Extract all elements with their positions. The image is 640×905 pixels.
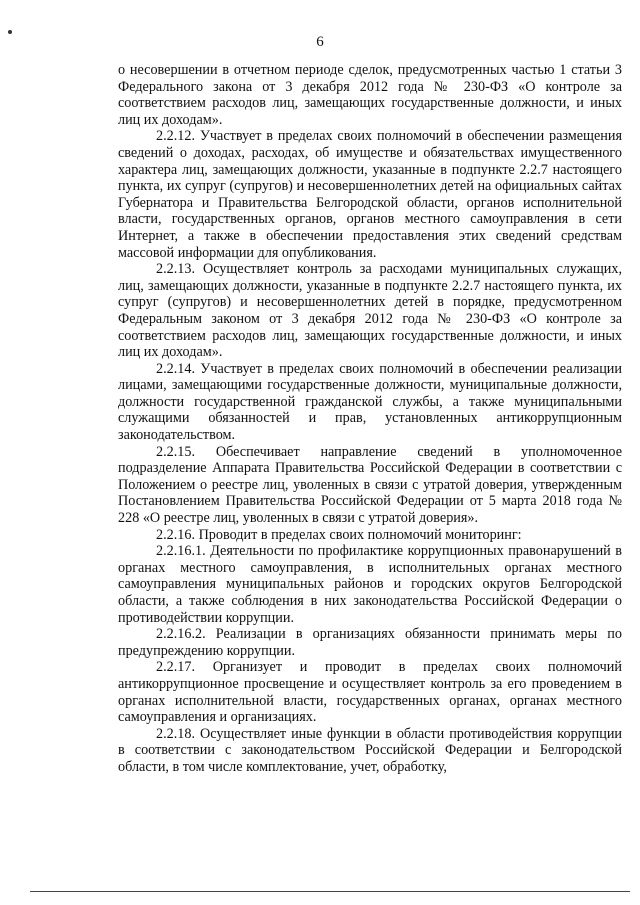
paragraph-2-2-13: 2.2.13. Осуществляет контроль за расходами муниципальных служащих, лиц, замещающих должности, указанные в подпункте 2.2.7 настоящего пункта, их супруг (супругов) и несовершеннолетних детей в порядке, предусмотренном Федеральным законом от 3 декабря 2012 года № 230-ФЗ «О контроле за соответствием расходов лиц, замещающих государственные должности, и иных лиц их доходам». [118, 261, 622, 361]
paragraph-2-2-17: 2.2.17. Организует и проводит в пределах своих полномочий антикоррупционное просвещение и осуществляет контроль за его проведением в органах исполнительной власти, государственных органах, органах местного самоуправления и организациях. [118, 659, 622, 726]
paragraph-2-2-14: 2.2.14. Участвует в пределах своих полномочий в обеспечении реализации лицами, замещающими государственные должности, муниципальные должности, должности государственной гражданской службы, а также муниципальными служащими обязанностей и прав, установленных антикоррупционным законодательством. [118, 360, 622, 444]
document-body [118, 62, 622, 776]
page-bottom-line [30, 891, 630, 892]
paragraph-2-2-15: 2.2.15. Обеспечивает направление сведений в уполномоченное подразделение Аппарата Правительства Российской Федерации в соответствии с Положением о реестре лиц, уволенных в связи с утратой доверия, утвержденным Постановлением Правительства Российской Федерации от 5 марта 2018 года № 228 «О реестре лиц, уволенных в связи с утратой доверия». [118, 443, 622, 527]
paragraph-2-2-16-1: 2.2.16.1. Деятельности по профилактике коррупционных правонарушений в органах местного самоуправления, в исполнительных органах местного самоуправления муниципальных районов и городских округов Белгородской области, а также соблюдения в них законодательства Российской Федерации о противодействии коррупции. [118, 543, 622, 626]
paragraph-2-2-16-2: 2.2.16.2. Реализации в организациях обязанности принимать меры по предупреждению коррупции. [118, 626, 622, 659]
paragraph-2-2-18: 2.2.18. Осуществляет иные функции в области противодействия коррупции в соответствии с законодательством Российской Федерации и Белгородской области, в том числе комплектование, учет, обработку, [118, 725, 622, 775]
page-number: 6 [316, 34, 324, 50]
paragraph-2-2-16: 2.2.16. Проводит в пределах своих полномочий мониторинг: [156, 526, 522, 543]
paragraph-2-2-12: 2.2.12. Участвует в пределах своих полномочий в обеспечении размещения сведений о доходах, расходах, об имуществе и обязательствах имущественного характера лиц, замещающих должности, указанные в подпункте 2.2.7 настоящего пункта, их супруг (супругов) и несовершеннолетних детей на официальных сайтах Губернатора и Правительства Белгородской области, органов исполнительной власти, государственных органов, органов местного самоуправления в сети Интернет, а также в обеспечении предоставления этих сведений средствам массовой информации для опубликования. [118, 128, 622, 261]
paragraph-continuation: о несовершении в отчетном периоде сделок, предусмотренных частью 1 статьи 3 Федерального закона от 3 декабря 2012 года № 230-ФЗ «О контроле за соответствием расходов лиц, замещающих государственные должности, и иных лиц их доходам». [118, 62, 622, 128]
